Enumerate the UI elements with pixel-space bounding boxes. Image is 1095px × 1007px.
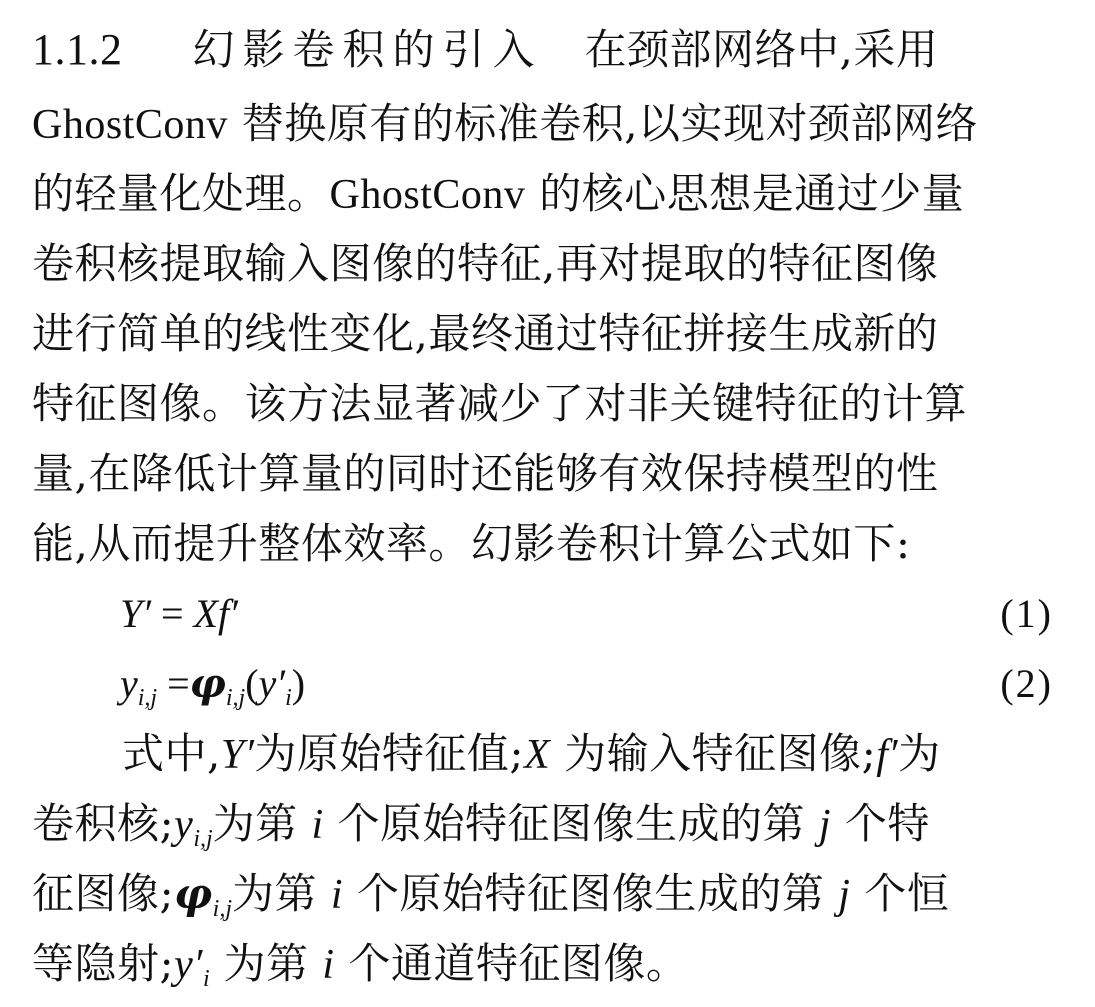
equation-paren: ): [291, 661, 306, 706]
body-text: 能,从而提升整体效率。幻影卷积计算公式如下:: [32, 519, 911, 568]
body-text: 个原始特征图像生成的第: [343, 869, 839, 918]
body-text: 卷积核;: [32, 799, 175, 848]
phi-symbol: φ: [174, 869, 213, 918]
symbol-x: X: [524, 732, 551, 778]
equation-paren: (: [245, 661, 259, 706]
symbol-y-prime: y′: [174, 942, 203, 988]
body-text: 为第: [209, 939, 323, 988]
body-line: [32, 866, 1055, 937]
equation-number-2: (2): [1000, 661, 1053, 706]
body-text: 在颈部网络中,采用: [584, 25, 939, 74]
body-line: [32, 96, 1055, 153]
body-line: [32, 376, 1055, 432]
term-ghostconv: GhostConv: [329, 172, 526, 218]
body-text: 式中,: [122, 729, 221, 778]
symbol-subscript: i,j: [212, 896, 233, 922]
body-text: 个通道特征图像。: [334, 939, 689, 988]
body-text: 为第: [212, 799, 312, 848]
body-text: 进行简单的线性变化,最终通过特征拼接生成新的: [32, 309, 939, 358]
symbol-i: i: [311, 802, 324, 848]
equation-subscript: i,j: [137, 685, 158, 711]
body-text: 替换原有的标准卷积,以实现对颈部网络: [227, 99, 979, 148]
body-text: 个原始特征图像生成的第: [323, 799, 819, 848]
body-text: 为第: [232, 869, 331, 918]
body-text: 卷积核提取输入图像的特征,再对提取的特征图像: [32, 239, 939, 288]
phi-symbol: φ: [189, 660, 226, 707]
body-line: [32, 516, 1055, 572]
equation-equals: =: [157, 661, 190, 706]
body-line: [32, 936, 1055, 1007]
symbol-j: j: [818, 802, 832, 848]
body-text: 为原始特征值;: [254, 729, 525, 778]
body-line: [32, 236, 1055, 292]
equation-2: [120, 656, 305, 726]
body-text: 的轻量化处理。: [32, 169, 330, 218]
body-text: 的核心思想是通过少量: [525, 169, 965, 218]
symbol-y: y: [174, 802, 194, 848]
body-text: 个恒: [850, 869, 950, 918]
body-line: [32, 796, 1055, 867]
body-line: [32, 166, 1055, 223]
symbol-subscript: i,j: [193, 826, 213, 852]
equation-rhs: Xf′: [193, 591, 238, 636]
symbol-j: j: [838, 872, 851, 918]
symbol-subscript: i: [203, 966, 210, 992]
symbol-f-prime: f′: [876, 732, 899, 778]
section-number: 1.1.2: [32, 25, 123, 74]
equation-1: [120, 586, 238, 642]
body-text: 为: [898, 729, 941, 778]
equation-subscript: i: [285, 685, 292, 711]
body-line: [32, 446, 1055, 502]
body-text: 征图像;: [32, 869, 175, 918]
body-text: 量,在降低计算量的同时还能够有效保持模型的性: [32, 449, 939, 498]
body-text: 等隐射;: [32, 939, 175, 988]
equation-number-1: (1): [1000, 591, 1053, 636]
term-ghostconv: GhostConv: [32, 102, 228, 148]
equation-subscript: i,j: [225, 685, 246, 711]
body-line: [32, 306, 1055, 362]
section-title: 幻影卷积的引入: [192, 25, 543, 74]
section-heading-line: [32, 22, 1055, 78]
equation-equals: =: [151, 591, 194, 636]
equation-argument: y′: [258, 661, 286, 706]
body-text: 特征图像。该方法显著减少了对非关键特征的计算: [32, 379, 968, 428]
symbol-i: i: [322, 942, 335, 988]
body-text: 为输入特征图像;: [550, 729, 877, 778]
body-text: 个特: [831, 799, 930, 848]
body-line: [32, 726, 1055, 783]
symbol-i: i: [330, 872, 344, 918]
symbol-y-prime: Y′: [220, 732, 255, 778]
equation-lhs: y: [120, 661, 138, 706]
equation-lhs: Y′: [120, 591, 151, 636]
